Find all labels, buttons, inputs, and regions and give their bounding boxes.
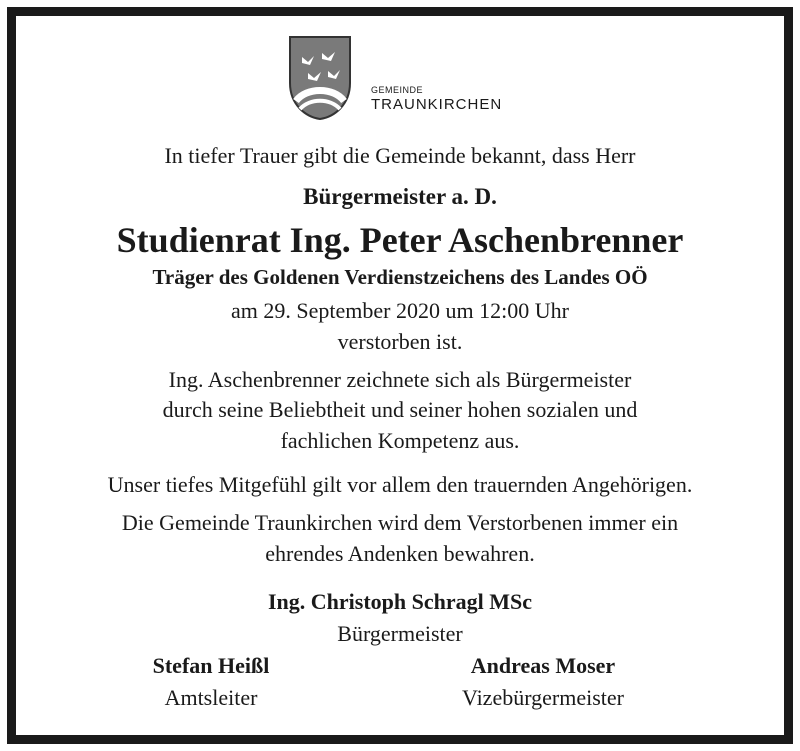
mayor-role: Bürgermeister [337,621,463,646]
logo-text [371,85,502,113]
gull-shield-emblem-icon [288,35,352,121]
logo-small-text: GEMEINDE [371,85,424,95]
right-signatory-name: Andreas Moser [470,653,616,678]
tribute-line: durch seine Beliebtheit und seiner hohen sozialen und [162,397,638,422]
municipality-logo [282,35,522,125]
left-signatory-name: Stefan Heißl [152,653,270,678]
mayor-name: Ing. Christoph Schragl MSc [267,589,533,614]
logo-municipality-name: TRAUNKIRCHEN [371,96,503,113]
title-prefix: Bürgermeister a. D. [303,184,497,209]
tribute-line: fachlichen Kompetenz aus. [280,428,520,453]
tribute-line: Ing. Aschenbrenner zeichnete sich als Bürgermeister [168,367,632,392]
date-line: am 29. September 2020 um 12:00 Uhr [231,298,569,323]
left-signatory-role: Amtsleiter [164,685,258,710]
sympathy-line: Unser tiefes Mitgefühl gilt vor allem den trauernden Angehörigen. [107,472,693,497]
deceased-name: Studienrat Ing. Peter Aschenbrenner [116,220,684,260]
intro-text: In tiefer Trauer gibt die Gemeinde bekannt, dass Herr [164,143,636,168]
award-line: Träger des Goldenen Verdienstzeichens des Landes OÖ [152,265,648,289]
remembrance-line: Die Gemeinde Traunkirchen wird dem Verstorbenen immer ein [121,510,679,535]
died-line: verstorben ist. [337,329,463,354]
remembrance-line: ehrendes Andenken bewahren. [265,541,535,566]
right-signatory-role: Vizebürgermeister [462,685,624,710]
